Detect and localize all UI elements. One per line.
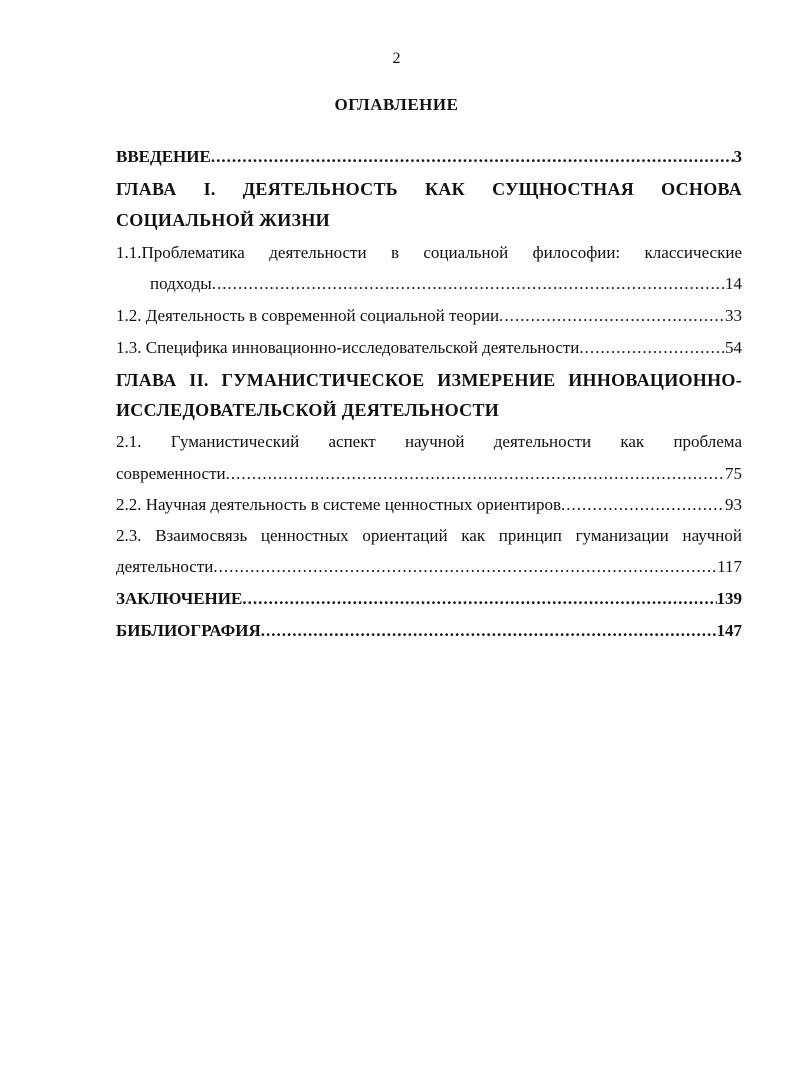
dot-leader (261, 621, 717, 641)
dot-leader (211, 147, 734, 167)
toc-entry-2-1-line-2[interactable] (116, 464, 742, 484)
toc-label: ЗАКЛЮЧЕНИЕ (116, 589, 243, 608)
dot-leader (212, 274, 725, 294)
toc-page: 75 (725, 464, 742, 483)
toc-label: 2.2. Научная деятельность в системе ценностных ориентиров (116, 495, 561, 514)
toc-page: 147 (716, 621, 742, 640)
toc-label: 1.3. Специфика инновационно-исследовательской деятельности (116, 338, 580, 357)
toc-label: БИБЛИОГРАФИЯ (116, 621, 261, 640)
toc-label: 1.2. Деятельность в современной социальной теории (116, 306, 500, 325)
toc-entry-1-3[interactable] (116, 338, 742, 358)
toc-page: 33 (725, 306, 742, 325)
toc-page: 54 (725, 338, 742, 357)
dot-leader (226, 464, 725, 484)
toc-page: 14 (725, 274, 742, 293)
toc-label: современности (116, 464, 226, 483)
toc-label: деятельности (116, 557, 214, 576)
toc-entry-2-3-line-2[interactable] (116, 557, 742, 577)
toc-entry-2-2[interactable] (116, 495, 742, 515)
toc-entry-bibliography[interactable] (116, 621, 742, 641)
toc-label: ВВЕДЕНИЕ (116, 147, 211, 166)
page-title: ОГЛАВЛЕНИЕ (334, 95, 459, 114)
dot-leader (561, 495, 725, 515)
toc-entry-conclusion[interactable] (116, 589, 742, 609)
toc-page: 117 (717, 557, 742, 576)
toc-entry-2-3-line-1[interactable]: 2.3. Взаимосвязь ценностных ориентаций как принцип гуманизации научной (116, 526, 742, 545)
dot-leader (242, 589, 716, 609)
toc-entry-1-1-line-1[interactable]: 1.1.Проблематика деятельности в социальной философии: классические (116, 243, 742, 262)
dot-leader (213, 557, 717, 577)
toc-label: подходы (150, 274, 212, 293)
toc-page: 93 (725, 495, 742, 514)
dot-leader (579, 338, 725, 358)
dot-leader (499, 306, 725, 326)
toc-entry-1-2[interactable] (116, 306, 742, 326)
toc-page: 139 (716, 589, 742, 608)
toc-entry-intro[interactable] (116, 147, 742, 167)
page-number: 2 (392, 50, 401, 67)
toc-entry-2-1-line-1[interactable]: 2.1. Гуманистический аспект научной деятельности как проблема (116, 432, 742, 451)
toc-entry-1-1-line-2[interactable] (150, 274, 742, 294)
toc-chapter-1-line-1[interactable]: ГЛАВА I. ДЕЯТЕЛЬНОСТЬ КАК СУЩНОСТНАЯ ОСНОВА (116, 179, 742, 199)
toc-page: 3 (733, 147, 742, 166)
toc-chapter-2-line-1[interactable]: ГЛАВА II. ГУМАНИСТИЧЕСКОЕ ИЗМЕРЕНИЕ ИННОВАЦИОННО- (116, 370, 742, 390)
toc-chapter-2-line-2[interactable]: ИССЛЕДОВАТЕЛЬСКОЙ ДЕЯТЕЛЬНОСТИ (116, 400, 500, 420)
toc-chapter-1-line-2[interactable]: СОЦИАЛЬНОЙ ЖИЗНИ (116, 210, 330, 230)
